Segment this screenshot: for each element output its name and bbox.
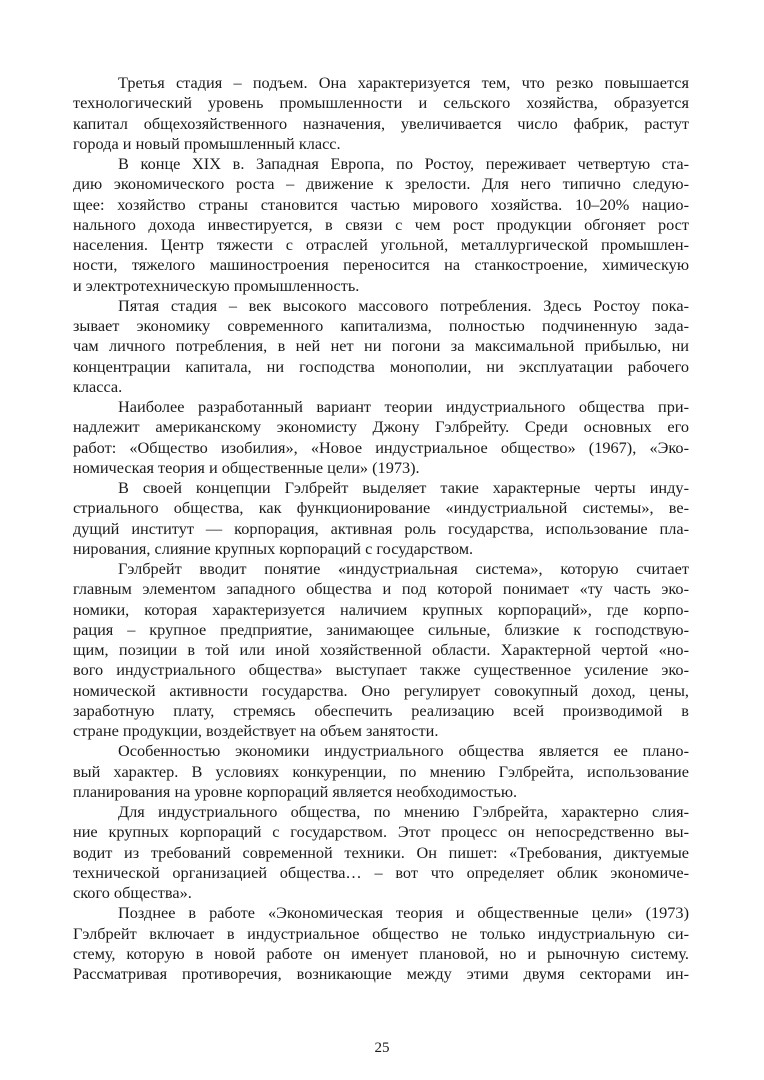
paragraph [73, 741, 689, 802]
text-line: стране продукции, воздействует на объем занятости. [73, 721, 439, 740]
text-line: Гэлбрейт вводит понятие «индустриальная система», которую считает [118, 559, 689, 578]
page-number: 25 [374, 1040, 390, 1056]
paragraph [73, 478, 689, 559]
text-line: стему, которую в новой работе он именует плановой, но и рыночную систему. [73, 943, 689, 963]
text-line: Особенностью экономики индустриального общества является ее плано- [118, 741, 689, 761]
text-line: главным элементом западного общества и под которой понимает «ту часть эко- [73, 579, 689, 599]
text-line: номической активности государства. Оно регулирует совокупный доход, цены, [73, 680, 689, 700]
text-line: В своей концепции Гэлбрейт выделяет такие характерные черты инду- [118, 478, 689, 497]
text-line: заработную плату, стремясь обеспечить реализацию всей производимой в [73, 700, 689, 720]
text-line: вого индустриального общества» выступает также существенное усиление эко- [73, 660, 689, 680]
text-line: ского общества». [73, 883, 192, 902]
text-line: технологический уровень промышленности и сельского хозяйства, образуется [73, 93, 689, 113]
text-line: надлежит американскому экономисту Джону Гэлбрейту. Среди основных его [73, 417, 689, 437]
paragraph [73, 802, 689, 903]
text-line: города и новый промышленный класс. [73, 133, 341, 153]
text-line: дию экономического роста – движение к зрелости. Для него типично следую- [73, 174, 689, 194]
text-line: щим, позиции в той или иной хозяйственной области. Характерной чертой «но- [73, 640, 689, 659]
text-line: планирования на уровне корпораций является необходимостью. [73, 781, 518, 801]
text-line: номическая теория и общественные цели» (1973). [73, 457, 420, 477]
text-line: концентрации капитала, ни господства монополии, ни эксплуатации рабочего [73, 356, 689, 376]
text-line: дущий институт — корпорация, активная роль государства, использование пла- [73, 518, 689, 538]
text-line: Пятая стадия – век высокого массового потребления. Здесь Ростоу пока- [118, 295, 689, 315]
text-line: зывает экономику современного капитализма, полностью подчиненную зада- [73, 316, 689, 335]
text-line: ние крупных корпораций с государством. Этот процесс он непосредственно вы- [73, 822, 689, 842]
text-line: В конце XIX в. Западная Европа, по Ростоу, переживает четвертую ста- [118, 154, 689, 173]
text-line: Третья стадия – подъем. Она характеризуется тем, что резко повышается [118, 73, 689, 92]
text-line: класса. [73, 376, 123, 396]
text-line: чам личного потребления, в ней нет ни погони за максимальной прибылью, ни [73, 336, 689, 356]
text-line: и электротехническую промышленность. [73, 275, 360, 295]
paragraph [73, 397, 689, 478]
paragraph [73, 73, 689, 154]
text-line: Гэлбрейт включает в индустриальное общество не только индустриальную си- [73, 923, 689, 943]
text-line: капитал общехозяйственного назначения, увеличивается число фабрик, растут [73, 113, 689, 133]
text-line: Для индустриального общества, по мнению Гэлбрейта, характерно слия- [118, 802, 689, 821]
paragraph [73, 154, 689, 296]
text-line: стриального общества, как функционирование «индустриальной системы», ве- [73, 498, 689, 518]
body-text [73, 73, 689, 984]
text-line: технической организацией общества… – вот что определяет облик экономиче- [73, 862, 689, 882]
text-line: Рассматривая противоречия, возникающие между этими двумя секторами ин- [73, 964, 689, 983]
text-line: щее: хозяйство страны становится частью мирового хозяйства. 10–20% нацио- [73, 194, 689, 214]
paragraph [73, 296, 689, 397]
text-line: вый характер. В условиях конкуренции, по мнению Гэлбрейта, использование [73, 761, 689, 781]
paragraph [73, 559, 689, 741]
text-line: ности, тяжелого машиностроения переносится на станкостроение, химическую [73, 255, 689, 275]
text-line: работ: «Общество изобилия», «Новое индустриальное общество» (1967), «Эко- [73, 437, 689, 457]
text-line: номики, которая характеризуется наличием крупных корпораций», где корпо- [73, 599, 689, 619]
paragraph [73, 903, 689, 984]
text-line: Позднее в работе «Экономическая теория и общественные цели» (1973) [118, 903, 689, 923]
text-line: нирования, слияние крупных корпораций с государством. [73, 538, 474, 558]
text-line: водит из требований современной техники. Он пишет: «Требования, диктуемые [73, 842, 689, 862]
text-line: рация – крупное предприятие, занимающее сильные, близкие к господствую- [73, 619, 689, 639]
text-line: Наиболее разработанный вариант теории индустриального общества при- [118, 397, 689, 416]
text-line: населения. Центр тяжести с отраслей угольной, металлургической промышлен- [73, 235, 689, 254]
text-line: нального дохода инвестируется, в связи с чем рост продукции обгоняет рост [73, 214, 689, 234]
